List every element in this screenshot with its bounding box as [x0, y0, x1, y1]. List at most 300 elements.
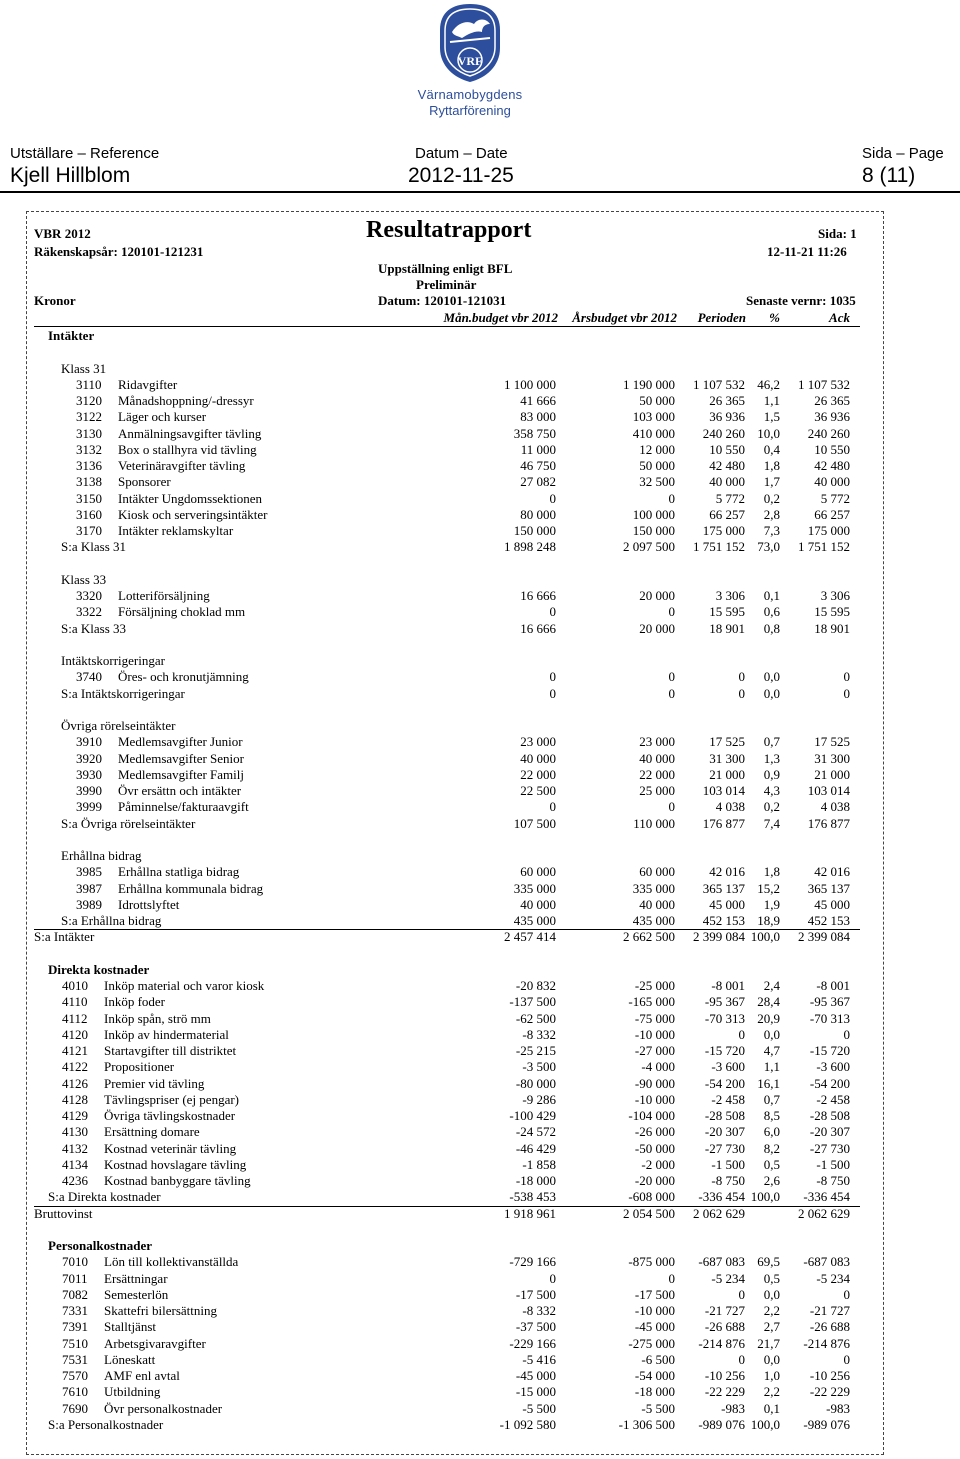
amount-cell: 0 — [668, 1270, 675, 1286]
account-code: 4126 — [62, 1075, 88, 1091]
sum-label: S:a Erhållna bidrag — [61, 913, 162, 928]
club-logo — [410, 2, 530, 120]
amount-cell: 365 137 — [807, 880, 850, 896]
account-code: 3322 — [76, 604, 102, 620]
amount-cell: -8 001 — [711, 978, 745, 993]
amount-cell: -27 730 — [809, 1140, 850, 1156]
amount-cell: 150 000 — [632, 523, 675, 538]
amount-cell: 2,4 — [763, 978, 780, 993]
account-code: 4128 — [62, 1091, 88, 1107]
account-name: AMF enl avtal — [104, 1368, 180, 1383]
amount-cell: 22 500 — [520, 783, 556, 798]
amount-cell: 40 000 — [520, 896, 556, 912]
group-heading: Erhållna bidrag — [61, 848, 142, 863]
amount-cell: -608 000 — [628, 1189, 675, 1205]
amount-cell: 73,0 — [757, 539, 780, 555]
amount-cell: 42 480 — [814, 458, 850, 473]
amount-cell: 2 399 084 — [798, 929, 850, 945]
amount-cell: -70 313 — [704, 1010, 745, 1026]
amount-cell: 26 365 — [709, 393, 745, 408]
amount-cell: 0,5 — [763, 1156, 780, 1172]
account-name: Tävlingspriser (ej pengar) — [104, 1091, 240, 1107]
account-code: 3320 — [76, 588, 102, 603]
exhibitor-value: Kjell Hillblom — [10, 164, 131, 187]
account-name: Inköp foder — [104, 994, 166, 1010]
amount-cell: -95 367 — [704, 994, 745, 1010]
amount-cell: 435 000 — [632, 913, 675, 928]
amount-cell: 0 — [549, 669, 556, 685]
account-code: 7331 — [62, 1303, 88, 1318]
amount-cell: 5 772 — [820, 490, 850, 506]
amount-cell: 2,2 — [763, 1303, 780, 1318]
amount-cell: -687 083 — [698, 1254, 745, 1270]
amount-cell: -27 730 — [704, 1140, 745, 1156]
amount-cell: 11 000 — [520, 441, 556, 457]
account-name: Lön till kollektivanställda — [104, 1254, 239, 1270]
account-code: 4134 — [62, 1156, 88, 1172]
amount-cell: -1 092 580 — [499, 1416, 556, 1432]
amount-cell: 0,1 — [763, 588, 780, 603]
account-name: Erhållna statliga bidrag — [118, 864, 240, 880]
amount-cell: 12 000 — [639, 441, 675, 457]
amount-cell: -5 500 — [641, 1400, 675, 1416]
amount-cell: -15 000 — [515, 1384, 556, 1400]
amount-cell: 40 000 — [639, 750, 675, 766]
account-code: 3130 — [76, 425, 102, 441]
account-code: 3990 — [76, 783, 102, 798]
group-heading: Klass 33 — [61, 571, 107, 587]
amount-cell: 150 000 — [513, 523, 556, 538]
account-name: Medlemsavgifter Familj — [118, 766, 245, 782]
account-name: Startavgifter till distriktet — [104, 1043, 237, 1058]
amount-cell: 452 153 — [702, 913, 745, 928]
amount-cell: 20,9 — [757, 1010, 780, 1026]
account-name: Propositioner — [104, 1059, 175, 1075]
total-label: Bruttovinst — [34, 1205, 93, 1221]
amount-cell: 2,7 — [763, 1319, 780, 1335]
account-name: Försäljning choklad mm — [118, 604, 246, 620]
amount-cell: -8 750 — [711, 1173, 745, 1188]
amount-cell: 100 000 — [632, 506, 675, 522]
amount-cell: -336 454 — [698, 1189, 745, 1205]
account-name: Premier vid tävling — [104, 1075, 205, 1091]
amount-cell: 0 — [549, 604, 556, 620]
amount-cell: 8,2 — [763, 1140, 780, 1156]
account-name: Ersättning domare — [104, 1124, 200, 1140]
account-code: 3920 — [76, 750, 102, 766]
amount-cell: -17 500 — [515, 1286, 556, 1302]
amount-cell: -9 286 — [522, 1091, 556, 1107]
amount-cell: 0,0 — [763, 1286, 780, 1302]
amount-cell: 17 525 — [709, 734, 745, 750]
amount-cell: 1 107 532 — [798, 376, 850, 392]
amount-cell: -10 000 — [634, 1091, 675, 1107]
group-heading: Klass 31 — [61, 360, 107, 376]
amount-cell: 0 — [738, 1351, 745, 1367]
amount-cell: 103 014 — [702, 783, 745, 798]
amount-cell: 42 016 — [709, 864, 745, 880]
amount-cell: 240 260 — [807, 425, 850, 441]
amount-cell: 66 257 — [814, 506, 850, 522]
logo-text-line2: Ryttarförening — [429, 103, 511, 118]
amount-cell: -21 727 — [704, 1303, 745, 1318]
amount-cell: 1,9 — [763, 896, 780, 912]
amount-cell: 50 000 — [639, 458, 675, 473]
amount-cell: 0,1 — [763, 1400, 780, 1416]
amount-cell: 0 — [668, 490, 675, 506]
amount-cell: 15 595 — [709, 604, 745, 620]
account-name: Intäkter Ungdomssektionen — [118, 490, 263, 506]
amount-cell: 0,2 — [763, 799, 780, 815]
account-code: 7531 — [62, 1351, 88, 1367]
amount-cell: 80 000 — [520, 506, 556, 522]
amount-cell: 0,4 — [763, 441, 780, 457]
account-name: Sponsorer — [118, 474, 171, 490]
account-name: Inköp spån, strö mm — [104, 1010, 211, 1026]
amount-cell: -2 458 — [711, 1091, 745, 1107]
amount-cell: 45 000 — [709, 896, 745, 912]
total-label: S:a Intäkter — [34, 929, 95, 945]
amount-cell: 10,0 — [757, 425, 780, 441]
amount-cell: 1 107 532 — [693, 376, 745, 392]
amount-cell: -538 453 — [509, 1189, 556, 1205]
amount-cell: 0 — [668, 799, 675, 815]
amount-cell: 2 062 629 — [693, 1205, 745, 1221]
col-header-ack: Ack — [829, 310, 850, 325]
account-name: Utbildning — [104, 1384, 161, 1400]
report-last-ver: Senaste vernr: 1035 — [746, 293, 856, 308]
amount-cell: 240 260 — [702, 425, 745, 441]
amount-cell: 0 — [738, 1286, 745, 1302]
amount-cell: 22 000 — [520, 766, 556, 782]
amount-cell: -10 256 — [809, 1368, 850, 1383]
amount-cell: 2 457 414 — [504, 929, 556, 945]
amount-cell: -75 000 — [634, 1010, 675, 1026]
account-name: Veterinäravgifter tävling — [118, 458, 246, 473]
account-name: Arbetsgivaravgifter — [104, 1335, 206, 1351]
account-code: 3122 — [76, 409, 102, 425]
account-code: 7690 — [62, 1400, 88, 1416]
account-code: 4010 — [62, 978, 88, 993]
amount-cell: 7,3 — [763, 523, 780, 538]
amount-cell: 1,1 — [763, 393, 780, 408]
account-code: 3999 — [76, 799, 102, 815]
amount-cell: -27 000 — [634, 1043, 675, 1058]
amount-cell: 4,3 — [763, 783, 780, 798]
account-name: Anmälningsavgifter tävling — [118, 425, 262, 441]
amount-cell: -26 000 — [634, 1124, 675, 1140]
amount-cell: -50 000 — [634, 1140, 675, 1156]
account-code: 7570 — [62, 1368, 88, 1383]
amount-cell: 1 190 000 — [623, 376, 675, 392]
account-code: 3740 — [76, 669, 102, 685]
account-name: Övr personalkostnader — [104, 1400, 223, 1416]
amount-cell: -25 000 — [634, 978, 675, 993]
account-code: 4112 — [62, 1010, 88, 1026]
account-name: Ersättningar — [104, 1270, 168, 1286]
amount-cell: -45 000 — [634, 1319, 675, 1335]
amount-cell: 1 918 961 — [504, 1205, 556, 1221]
amount-cell: 17 525 — [814, 734, 850, 750]
account-name: Övriga tävlingskostnader — [104, 1108, 236, 1123]
amount-cell: 1,8 — [763, 458, 780, 473]
amount-cell: 10 550 — [814, 441, 850, 457]
amount-cell: -95 367 — [809, 994, 850, 1010]
amount-cell: 8,5 — [763, 1108, 780, 1123]
amount-cell: 2,6 — [763, 1173, 780, 1188]
amount-cell: 365 137 — [702, 880, 745, 896]
report-page: Sida: 1 — [818, 226, 857, 241]
amount-cell: -5 234 — [816, 1270, 850, 1286]
amount-cell: 100,0 — [750, 1189, 780, 1205]
amount-cell: 0 — [549, 490, 556, 506]
page-header — [0, 145, 960, 193]
amount-cell: 4 038 — [820, 799, 850, 815]
amount-cell: 0,9 — [763, 766, 780, 782]
amount-cell: -18 000 — [634, 1384, 675, 1400]
account-code: 7010 — [62, 1254, 88, 1270]
amount-cell: 0 — [843, 1351, 850, 1367]
amount-cell: 23 000 — [639, 734, 675, 750]
amount-cell: -6 500 — [641, 1351, 675, 1367]
page-value: 8 (11) — [862, 164, 916, 187]
amount-cell: -336 454 — [803, 1189, 850, 1205]
amount-cell: 15,2 — [757, 880, 780, 896]
sum-label: S:a Intäktskorrigeringar — [61, 685, 185, 701]
report-fiscal-year: Räkenskapsår: 120101-121231 — [34, 244, 204, 259]
amount-cell: -8 001 — [816, 978, 850, 993]
amount-cell: -28 508 — [704, 1108, 745, 1123]
amount-cell: 0 — [668, 669, 675, 685]
amount-cell: -18 000 — [515, 1173, 556, 1188]
amount-cell: 16,1 — [757, 1075, 780, 1091]
account-name: Ridavgifter — [118, 376, 178, 392]
logo-text-line1: Värnamobygdens — [417, 87, 523, 102]
amount-cell: 1,3 — [763, 750, 780, 766]
amount-cell: 176 877 — [807, 815, 850, 831]
amount-cell: -3 500 — [522, 1059, 556, 1075]
amount-cell: -875 000 — [628, 1254, 675, 1270]
amount-cell: -5 500 — [522, 1400, 556, 1416]
logo-monogram: VRF — [457, 54, 483, 68]
account-name: Öres- och kronutjämning — [118, 669, 249, 685]
amount-cell: 16 666 — [520, 620, 556, 636]
amount-cell: -28 508 — [809, 1108, 850, 1123]
amount-cell: -20 832 — [515, 978, 556, 993]
account-code: 3987 — [76, 880, 102, 896]
amount-cell: 16 666 — [520, 588, 556, 603]
amount-cell: 0 — [549, 799, 556, 815]
section-heading: Intäkter — [48, 328, 95, 343]
account-code: 3985 — [76, 864, 102, 880]
amount-cell: -10 000 — [634, 1026, 675, 1042]
amount-cell: -24 572 — [515, 1124, 556, 1140]
amount-cell: -45 000 — [515, 1368, 556, 1383]
amount-cell: 23 000 — [520, 734, 556, 750]
amount-cell: -25 215 — [515, 1043, 556, 1058]
amount-cell: 2,2 — [763, 1384, 780, 1400]
account-name: Kiosk och serveringsintäkter — [118, 506, 268, 522]
amount-cell: 0,0 — [763, 669, 780, 685]
amount-cell: 4 038 — [715, 799, 745, 815]
club-shield-icon — [438, 2, 502, 84]
amount-cell: 0 — [843, 669, 850, 685]
amount-cell: -214 876 — [698, 1335, 745, 1351]
account-name: Kostnad veterinär tävling — [104, 1140, 237, 1156]
amount-cell: 50 000 — [639, 393, 675, 408]
account-name: Inköp av hindermaterial — [104, 1026, 229, 1042]
amount-cell: -54 200 — [809, 1075, 850, 1091]
amount-cell: 3 306 — [715, 588, 745, 603]
amount-cell: 1,1 — [763, 1059, 780, 1075]
report-title: Resultatrapport — [366, 217, 532, 243]
amount-cell: -983 — [826, 1400, 850, 1416]
amount-cell: 40 000 — [814, 474, 850, 490]
amount-cell: 2 062 629 — [798, 1205, 850, 1221]
amount-cell: 1 751 152 — [693, 539, 745, 555]
amount-cell: 0 — [843, 1026, 850, 1042]
amount-cell: 2 662 500 — [623, 929, 675, 945]
account-name: Månadshoppning/-dressyr — [118, 393, 254, 408]
report-subtitle2: Preliminär — [416, 277, 477, 292]
group-heading: Övriga rörelseintäkter — [61, 718, 176, 733]
amount-cell: 0 — [738, 685, 745, 701]
amount-cell: 435 000 — [513, 913, 556, 928]
account-name: Box o stallhyra vid tävling — [118, 441, 257, 457]
amount-cell: -20 000 — [634, 1173, 675, 1188]
amount-cell: 1 100 000 — [504, 376, 556, 392]
date-label: Datum – Date — [415, 145, 508, 162]
amount-cell: 0 — [549, 1270, 556, 1286]
amount-cell: -15 720 — [704, 1043, 745, 1058]
account-code: 3136 — [76, 458, 102, 473]
amount-cell: 1,0 — [763, 1368, 780, 1383]
account-code: 3138 — [76, 474, 102, 490]
amount-cell: 0,0 — [763, 685, 780, 701]
amount-cell: 0 — [843, 1286, 850, 1302]
amount-cell: 31 300 — [709, 750, 745, 766]
amount-cell: 335 000 — [632, 880, 675, 896]
amount-cell: 42 480 — [709, 458, 745, 473]
amount-cell: -22 229 — [704, 1384, 745, 1400]
account-code: 7510 — [62, 1335, 88, 1351]
exhibitor-label: Utställare – Reference — [10, 145, 160, 162]
account-name: Löneskatt — [104, 1351, 156, 1367]
amount-cell: -989 076 — [698, 1416, 745, 1432]
amount-cell: 175 000 — [702, 523, 745, 538]
col-header-year-budget: Årsbudget vbr 2012 — [572, 310, 677, 325]
account-name: Övr ersättn och intäkter — [118, 783, 242, 798]
amount-cell: 0 — [549, 685, 556, 701]
amount-cell: 0 — [668, 604, 675, 620]
amount-cell: 40 000 — [520, 750, 556, 766]
amount-cell: -15 720 — [809, 1043, 850, 1058]
report-date-range: Datum: 120101-121031 — [378, 293, 507, 308]
account-name: Medlemsavgifter Junior — [118, 734, 243, 750]
sum-label: S:a Övriga rörelseintäkter — [61, 815, 196, 831]
amount-cell: 20 000 — [639, 620, 675, 636]
amount-cell: 32 500 — [639, 474, 675, 490]
amount-cell: 452 153 — [807, 913, 850, 928]
amount-cell: -5 234 — [711, 1270, 745, 1286]
amount-cell: 4,7 — [763, 1043, 780, 1058]
amount-cell: 0 — [843, 685, 850, 701]
amount-cell: 20 000 — [639, 588, 675, 603]
amount-cell: -17 500 — [634, 1286, 675, 1302]
account-name: Kostnad banbyggare tävling — [104, 1173, 251, 1188]
amount-cell: -165 000 — [628, 994, 675, 1010]
account-code: 4110 — [62, 994, 88, 1010]
amount-cell: -1 858 — [522, 1156, 556, 1172]
account-code: 3132 — [76, 441, 102, 457]
amount-cell: 46,2 — [757, 376, 780, 392]
account-code: 3160 — [76, 506, 102, 522]
amount-cell: -10 000 — [634, 1303, 675, 1318]
account-code: 7610 — [62, 1384, 88, 1400]
amount-cell: -22 229 — [809, 1384, 850, 1400]
amount-cell: -100 429 — [509, 1108, 556, 1123]
amount-cell: -729 166 — [509, 1254, 556, 1270]
amount-cell: -3 600 — [711, 1059, 745, 1075]
account-code: 4130 — [62, 1124, 88, 1140]
amount-cell: 7,4 — [763, 815, 780, 831]
amount-cell: 358 750 — [513, 425, 556, 441]
amount-cell: -37 500 — [515, 1319, 556, 1335]
account-name: Skattefri bilersättning — [104, 1303, 218, 1318]
account-name: Semesterlön — [104, 1286, 169, 1302]
amount-cell: -1 500 — [711, 1156, 745, 1172]
account-code: 3989 — [76, 896, 102, 912]
amount-cell: 110 000 — [633, 815, 675, 831]
account-name: Kostnad hovslagare tävling — [104, 1156, 247, 1172]
amount-cell: -2 458 — [816, 1091, 850, 1107]
amount-cell: 40 000 — [639, 896, 675, 912]
amount-cell: 0,7 — [763, 1091, 780, 1107]
amount-cell: 18 901 — [709, 620, 745, 636]
account-name: Inköp material och varor kiosk — [104, 978, 265, 993]
amount-cell: 28,4 — [757, 994, 780, 1010]
account-code: 4122 — [62, 1059, 88, 1075]
account-name: Lotteriförsäljning — [118, 588, 210, 603]
report-subtitle1: Uppställning enligt BFL — [378, 261, 513, 276]
amount-cell: -10 256 — [704, 1368, 745, 1383]
amount-cell: 3 306 — [820, 588, 850, 603]
amount-cell: 60 000 — [520, 864, 556, 880]
date-value: 2012-11-25 — [408, 164, 514, 187]
col-header-month-budget: Mån.budget vbr 2012 — [443, 310, 558, 325]
amount-cell: -4 000 — [641, 1059, 675, 1075]
amount-cell: 66 257 — [709, 506, 745, 522]
amount-cell: 107 500 — [513, 815, 556, 831]
account-code: 7082 — [62, 1286, 88, 1302]
account-code: 3910 — [76, 734, 102, 750]
account-code: 4236 — [62, 1173, 88, 1188]
account-code: 7391 — [62, 1319, 88, 1335]
column-header-rule — [34, 326, 860, 327]
amount-cell: -80 000 — [515, 1075, 556, 1091]
account-code: 3110 — [76, 376, 102, 392]
amount-cell: -2 000 — [641, 1156, 675, 1172]
amount-cell: -90 000 — [634, 1075, 675, 1091]
amount-cell: 0,0 — [763, 1026, 780, 1042]
amount-cell: -989 076 — [803, 1416, 850, 1432]
amount-cell: 176 877 — [702, 815, 745, 831]
amount-cell: 22 000 — [639, 766, 675, 782]
amount-cell: 26 365 — [814, 393, 850, 408]
amount-cell: 27 082 — [520, 474, 556, 490]
account-code: 3120 — [76, 393, 102, 408]
amount-cell: 410 000 — [632, 425, 675, 441]
